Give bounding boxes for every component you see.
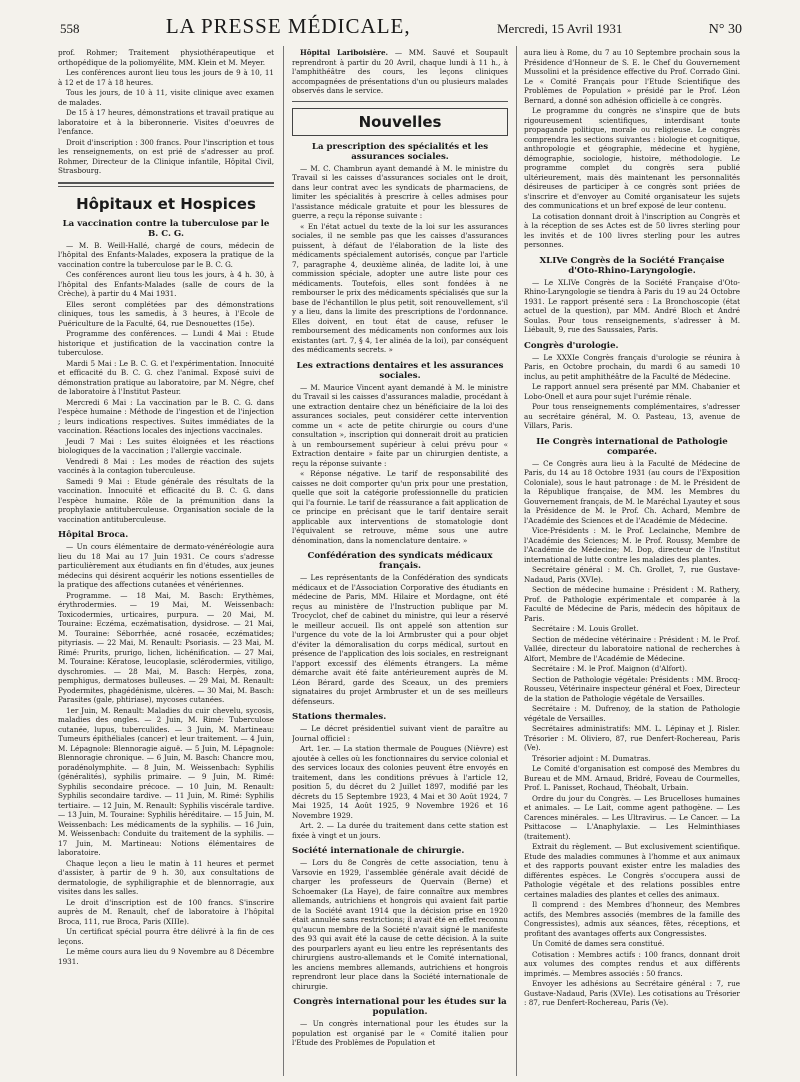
paragraph: Secrétaire : M. Dufrenoy, de la station de Pathologie végétale de Versailles. — [524, 704, 740, 723]
paragraph: Extrait du règlement. — But exclusivement scientifique. Etude des maladies communes à l'homme et aux animaux et des rapports pouvant exister entre les maladies des différentes espèces. Le Congrès s'occupera aussi de Pathologie végétale et des relations possibles entre certaines maladies des plantes et celles des animaux. — [524, 842, 740, 899]
article-title: IIe Congrès international de Pathologie comparée. — [536, 436, 728, 457]
issue-date: Mercredi, 15 Avril 1931 — [497, 21, 623, 36]
paragraph: De 15 à 17 heures, démonstrations et travail pratique au laboratoire et à la biberonnerie. Visites d'oeuvres de l'enfance. — [58, 108, 274, 136]
paragraph: Secrétaires administratifs: MM. L. Lépinay et J. Risler. Trésorier : M. Oliviero, 87, rue Denfert-Rochereau, Paris (Ve). — [524, 724, 740, 752]
paragraph: — Le XXXIe Congrès français d'urologie se réunira à Paris, en Octobre prochain, du mardi 6 au samedi 10 inclus, au petit amphithéâtre de la Faculté de Médecine. — [524, 352, 740, 381]
paragraph: Programme. — 18 Mai, M. Basch: Erythèmes, érythrodermies. — 19 Mai, M. Weissenbach: Toxicodermies, urticaires, purpura. — 20 Mai, M. Touraine: Eczéma, eczématisation, dysidrose. — 21 Mai, M. Touraine: Séborrhée, acné rosacée, eczématides; pityriasis. — 22 Mai, M. Renault: Psoriasis. — 23 Mai, M. Rimé: Prurits, prurigo, lichen, lichénification. — 27 Mai, M. Touraine: Kératose, leucoplasie, sclérodermies, vitiligo, dyschromies. — 28 Mai, M. Basch: Herpès, zona, pemphigus, dermatoses bulleuses. — 29 Mai, M. Renault: Pyodermites, phagédénisme, ulcères. — 30 Mai, M. Basch: Parasites (gale, phtiriase), mycoses cutanées. — [58, 590, 274, 704]
paragraph: Tous les jours, de 10 à 11, visite clinique avec examen de malades. — [58, 88, 274, 107]
paragraph: Chaque leçon a lieu le matin à 11 heures et permet d'assister, à partir de 9 h. 30, aux consultations de dermatologie, de syphiligraphie et de blennorragie, aux visites dans les salles. — [58, 858, 274, 896]
paragraph: — M. Maurice Vincent ayant demandé à M. le ministre du Travail si les caisses d'assurances maladie, procédant à une extraction dentaire chez un bénéficiaire de la loi des assurances sociales, peut considérer cette intervention comme un « acte de petite chirurgie ou cours d'une consultation », inscription qui donnerait droit au praticien à un remboursement supérieur à celui prévu pour « Extraction dentaire » faite par un chirurgien dentiste, a reçu la réponse suivante : — [292, 382, 508, 468]
section-box — [292, 108, 508, 136]
paragraph: Section de médecine humaine : Président : M. Rathery, Prof. de Pathologie expérimentale et comparée à la Faculté de Médecine de Paris, médecin des hôpitaux de Paris. — [524, 585, 740, 623]
issue-number: N° 30 — [708, 22, 742, 37]
paragraph: — Lors du 8e Congrès de cette association, tenu à Varsovie en 1929, l'assemblée générale avait décidé de charger les professeurs de Quervain (Berne) et Schoemaker (La Haye), de faire connaître aux membres allemands, autrichiens et hongrois qui avaient fait partie de la Société avant 1914 que la décision prise en 1920 était annulée sans restrictions; il avait été en effet reconnu qu'aucun membre de la Société n'avait signé le manifeste des 93 qui avait été la cause de cette décision. À la suite des pourparlers ayant eu lieu entre les représentants des chirurgiens austro-allemands et le Comité international, les anciens membres allemands, autrichiens et hongrois reprendront leur place dans la Société internationale de chirurgie. — [292, 858, 508, 991]
paragraph: — Le décret présidentiel suivant vient de paraître au Journal officiel : — [292, 724, 508, 743]
page-number: 558 — [60, 21, 80, 36]
article-text: — MM. Sauvé et Soupault reprendront à partir du 20 Avril, chaque lundi à 11 h., à l'amphithéâtre des cours, les leçons cliniques accompagnées de présentations d'un ou plusieurs malades observés dans le service. — [292, 48, 508, 95]
paragraph: — M. B. Weill-Hallé, chargé de cours, médecin de l'hôpital des Enfants-Malades, exposera la pratique de la vaccination contre la tuberculose par le B. C. G. — [58, 240, 274, 269]
article-title: Hôpital Lariboisière. — [300, 48, 389, 57]
paragraph: Mercredi 6 Mai : La vaccination par le B. C. G. dans l'espèce humaine : Méthode de l'ingestion et de l'injection ; leurs indications respectives. Suites immédiates de la vaccination. Réactions locales des injections vaccinales. — [58, 397, 274, 435]
article-title: Hôpital Broca. — [58, 530, 129, 540]
article-title: Congrès international pour les études sur la population. — [293, 997, 507, 1017]
paragraph: Vice-Présidents : M. le Prof. Leclainche, Membre de l'Académie des Sciences; M. le Prof. Roussy, Membre de l'Académie de Médecine; M. Dop, directeur de l'Institut international de lutte contre les maladies des plantes. — [524, 526, 740, 564]
paragraph: 1er Juin, M. Renault: Maladies du cuir chevelu, sycosis, maladies des ongles. — 2 Juin, M. Rimé: Tuberculose cutanée, lupus, tuberculides. — 3 Juin, M. Martineau: Tumeurs épithéliales (cancer) et leur traitement. — 4 Juin, M. Lépagnole: Blennoragie aiguë. — 5 Juin, M. Lépagnole: Blennoragie chronique. — 6 Juin, M. Basch: Chancre mou, poradénolymphite. — 8 Juin, M. Weissenbach: Syphilis (généralités), syphilis primaire. — 9 Juin, M. Rimé: Syphilis secondaire précoce. — 10 Juin, M. Renault: Syphilis secondaire tardive. — 11 Juin, M. Rimé: Syphilis tertiaire. — 12 Juin, M. Renault: Syphilis viscérale tardive. — 13 Juin, M. Touraine: Syphilis héréditaire. — 15 Juin, M. Weissenbach: Les médicaments de la syphilis. — 16 Juin, M. Weissenbach: Conduite du traitement de la syphilis. — 17 Juin, M. Martineau: Notions élémentaires de laboratoire. — [58, 705, 274, 857]
paragraph: Le même cours aura lieu du 9 Novembre au 8 Décembre 1931. — [58, 947, 274, 966]
paragraph: — Ce Congrès aura lieu à la Faculté de Médecine de Paris, du 14 au 18 Octobre 1931 (au cours de l'Exposition Coloniale), sous le haut patronage : de M. le Président de la République française, de MM. les Membres du Gouvernement français, de M. le Maréchal Lyautey et sous la Présidence de M. le Prof. Ch. Achard, Membre de l'Académie des Sciences et de l'Académie de Médecine. — [524, 458, 740, 525]
paragraph: Programme des conférences. — Lundi 4 Mai : Etude historique et justification de la vaccination contre la tuberculose. — [58, 329, 274, 357]
paragraph: — Le XLIVe Congrès de la Société Française d'Oto-Rhino-Laryngologie se tiendra à Paris du 19 au 24 Octobre 1931. Le rapport présenté sera : La Bronchoscopie (état actuel de la question), par MM. André Bloch et André Soulas. Pour tous renseignements, s'adresser à M. Liébault, 9, rue des Saussaies, Paris. — [524, 277, 740, 334]
paragraph: Secrétaire : M. le Prof. Maignon (d'Alfort). — [532, 664, 688, 673]
article-title: La prescription des spécialités et les assurances sociales. — [311, 141, 489, 162]
section-title: Hôpitaux et Hospices — [76, 194, 256, 213]
paragraph: Elles seront complétées par des démonstrations cliniques, tous les samedis, à 3 heures, à l'Ecole de Puériculture de la Faculté, 64, rue Desnouettes (15e). — [58, 299, 274, 328]
paragraph: — Les représentants de la Confédération des syndicats médicaux et de l'Association Corporative des étudiants en médecine de Paris, MM. Hilaire et Mordagne, ont été reçus au ministère de l'Instruction publique par M. Trocyclot, chef de cabinet du ministre, qui leur a réservé le meilleur accueil. Ils ont appelé son attention sur l'urgence du vote de la loi Armbruster qui a pour objet d'éviter la démoralisation du corps médical, surtout en présence de l'application des lois sociales, en restreignant l'apport excessif des éléments étrangers. La même démarche avait été faite antérieurement auprès de M. Léon Bérard, garde des Sceaux, un des premiers signataires du projet Armbruster et un de ses meilleurs défenseurs. — [292, 573, 508, 706]
paragraph: — M. C. Chambrun ayant demandé à M. le ministre du Travail si les caisses d'assurances sociales ont le droit, dans leur contrat avec les syndicats de pharmaciens, de limiter les spécialités à prescrire à celles admises pour l'assistance médicale gratuite et pour les blessures de guerre, a reçu la réponse suivante : — [292, 163, 508, 220]
paragraph: Vendredi 8 Mai : Les modes de réaction des sujets vaccinés à la contagion tuberculeuse. — [58, 456, 274, 475]
lariboisiere-notice — [292, 48, 508, 102]
paragraph: Jeudi 7 Mai : Les suites éloignées et les réactions biologiques de la vaccination ; l'allergie vaccinale. — [58, 436, 274, 455]
page-header — [60, 14, 742, 40]
paragraph: Secrétaire général : M. Ch. Grollet, 7, rue Gustave-Nadaud, Paris (XVIe). — [524, 565, 740, 584]
paragraph: Le programme du congrès ne s'inspire que de buts rigoureusement scientifiques, interdisant toute propagande politique, morale ou religieuse. Le congrès comprendra les sections suivantes : biologie et cognitique, anthropologie et géographie, médecine et hygiène, démographie, sociologie, histoire, méthodologie. Le programme complet du congrès sera publié ultérieurement, mais dès maintenant les personnalités désireuses de participer à ce congrès sont priées de s'inscrire et d'envoyer au Comité organisateur les sujets des communications et un bref exposé de leur contenu. — [524, 106, 740, 210]
paragraph: Le rapport annuel sera présenté par MM. Chabanier et Lobo-Onell et aura pour sujet l'urémie rénale. — [524, 382, 740, 401]
paragraph: Un certificat spécial pourra être délivré à la fin de ces leçons. — [58, 927, 274, 946]
article-title: Congrès d'urologie. — [524, 340, 619, 351]
column-divider — [516, 46, 517, 1076]
paragraph: Le Comité d'organisation est composé des Membres du Bureau et de MM. Arnaud, Bridré, Foveau de Courmelles, Prof. L. Panisset, Rochaud, Théobalt, Urbain. — [524, 764, 740, 792]
paragraph: Trésorier adjoint : M. Dumatras. — [532, 753, 651, 763]
column-divider — [283, 46, 284, 1076]
paragraph: Art. 2. — La durée du traitement dans cette station est fixée à vingt et un jours. — [292, 821, 508, 840]
paragraph: Il comprend : des Membres d'honneur, des Membres actifs, des Membres associés (membres de la famille des Congressistes), admis aux séances, fêtes, réceptions, et profitant des avantages offerts aux Congressistes. — [524, 900, 740, 938]
paragraph: Les conférences auront lieu tous les jours de 9 à 10, 11 à 12 et de 17 à 18 heures. — [58, 68, 274, 87]
paragraph: Droit d'inscription : 300 francs. Pour l'inscription et tous les renseignements, on est prié de s'adresser au prof. Rohmer, Directeur de la Clinique infantile, Hôpital Civil, Strasbourg. — [58, 137, 274, 175]
paragraph: Le droit d'inscription est de 100 francs. S'inscrire auprès de M. Renault, chef de laboratoire à l'hôpital Broca, 111, rue Broca, Paris (XIIIe). — [58, 897, 274, 926]
paragraph: Pour tous renseignements complémentaires, s'adresser au secrétaire général, M. O. Pasteau, 13, avenue de Villars, Paris. — [524, 402, 740, 430]
paragraph: Envoyer les adhésions au Secrétaire général : 7, rue Gustave-Nadaud, Paris (XVIe). Les cotisations au Trésorier : 87, rue Denfert-Rochereau, Paris (Ve). — [524, 979, 740, 1007]
paragraph: Un Comité de dames sera constitué. — [532, 939, 665, 948]
column-1 — [58, 48, 274, 1074]
paragraph: La cotisation donnant droit à l'inscription au Congrès et à la réception de ses Actes est de 50 livres sterling pour les invités et de 100 livres sterling pour les autres personnes. — [524, 211, 740, 249]
article-title: La vaccination contre la tuberculose par le B. C. G. — [62, 218, 270, 239]
article-title: XLIVe Congrès de la Société Française d'Oto-Rhino-Laryngologie. — [539, 255, 725, 276]
article-title: Stations thermales. — [292, 712, 387, 722]
paragraph: « En l'état actuel du texte de la loi sur les assurances sociales, il ne semble pas que les caisses d'assurances puissent, à défaut de l'élaboration de la liste des médicaments spécialement autorisés, conçue par l'article 7, paragraphe 4, deuxième alinéa, de ladite loi, à une commission spéciale, adopter une autre liste pour ces médicaments. Toutefois, elles sont fondées à ne rembourser le prix des médicaments spécialisés que sur la base de l'échantillon le plus petit, soit renouvellement, s'il y a lieu, dans la limite des prescriptions de l'ordonnance. Elles doivent, en tout état de cause, refuser le remboursement des médicaments non conformes aux lois existantes (art. 7, § 4, 1er alinéa de la loi), par conséquent des médicaments secrets. » — [292, 221, 508, 354]
paragraph: Section de Pathologie végétale: Présidents : MM. Brocq-Rousseu, Vétérinaire inspecteur général et Foex, Directeur de la station de Pathologie végétale de Versailles. — [524, 674, 740, 703]
column-2 — [292, 48, 508, 1074]
article-title: Les extractions dentaires et les assurances sociales. — [296, 360, 504, 381]
paragraph: Cotisation : Membres actifs : 100 francs, donnant droit aux volumes des comptes rendus et aux différents imprimés. — Membres associés : 50 francs. — [524, 949, 740, 978]
paragraph: Ces conférences auront lieu tous les jours, à 4 h. 30, à l'hôpital des Enfants-Malades (salle de cours de la Crèche), à partir du 4 Mai 1931. — [58, 270, 274, 298]
paragraph: Samedi 9 Mai : Etude générale des résultats de la vaccination. Innocuité et efficacité du B. C. G. dans l'espèce humaine. Rôle de la prémunition dans la prophylaxie antituberculeuse. Organisation sociale de la vaccination antituberculeuse. — [58, 476, 274, 524]
paragraph: prof. Rohmer; Traitement physiothérapeutique et orthopédique de la poliomyélite, MM. Klein et M. Meyer. — [58, 48, 274, 67]
paragraph: aura lieu à Rome, du 7 au 10 Septembre prochain sous la Présidence d'Honneur de S. E. le Chef du Gouvernement Mussolini et la présidence effective du Prof. Corrado Gini. Le « Comité Français pour l'Etude Scientifique des Problèmes de Population » présidé par le Prof. Léon Bernard, a donné son adhésion officielle à ce congrès. — [524, 48, 740, 105]
paragraph: Section de médecine vétérinaire : Président : M. le Prof. Vallée, directeur du laboratoire national de recherches à Alfort, Membre de l'Académie de Médecine. — [524, 634, 740, 663]
paragraph: Ordre du jour du Congrès. — Les Brucelloses humaines et animales. — Le Lait, comme agent pathogène. — Les Carences minérales. — Les Ultravirus. — Le Cancer. — La Psittacose — L'Anaphylaxie. — Les Helminthiases (traitement). — [524, 793, 740, 841]
paper-name: LA PRESSE MÉDICALE, — [165, 14, 411, 38]
article-title: Confédération des syndicats médicaux français. — [307, 551, 493, 571]
paragraph: Mardi 5 Mai : Le B. C. G. et l'expérimentation. Innocuité et efficacité du B. C. G. chez l'animal. Exposé suivi de démonstration pratique au laboratoire, par M. Négre, chef de laboratoire à l'Institut Pasteur. — [58, 358, 274, 396]
paragraph: Secrétaire : M. Louis Grollet. — [532, 624, 639, 633]
section-title: Nouvelles — [358, 112, 442, 131]
paragraph: Art. 1er. — La station thermale de Pougues (Nièvre) est ajoutée à celles où les fonctionnaires du service colonial et des services locaux des colonies peuvent être envoyés en traitement, dans les conditions prévues à l'article 12, position 5, du décret du 2 Juillet 1897, modifié par les décrets du 15 Septembre 1923, 4 Mai et 30 Août 1924, 7 Mai 1925, 14 Août 1925, 9 Novembre 1926 et 16 Novembre 1929. — [292, 744, 508, 820]
paragraph: — Un congrès international pour les études sur la population est organisé par le « Comité italien pour l'Etude des Problèmes de Population et — [292, 1019, 508, 1047]
paragraph: « Réponse négative. Le tarif de responsabilité des caisses ne doit comporter qu'un prix pour une prestation, quelle que soit la catégorie professionnelle du praticien qui l'a fournie. Le tarif de réassurance a fait application de ce principe en précisant que le tarif dentaire serait applicable aux interventions de stomatologie dont l'équivalent se retrouve, même sous une autre dénomination, dans la nomenclature dentaire. » — [292, 469, 508, 545]
section-rule — [58, 182, 274, 187]
paragraph — [292, 48, 508, 96]
paragraph: — Un cours élémentaire de dermato-vénéréologie aura lieu du 18 Mai au 17 Juin 1931. Ce cours s'adresse particulièrement aux étudiants en fin d'études, aux jeunes médecins qui désirent acquérir les notions essentielles de la pratique des affections cutanées et vénériennes. — [58, 542, 274, 589]
article-title: Société internationale de chirurgie. — [292, 846, 465, 856]
column-3 — [524, 48, 740, 1074]
